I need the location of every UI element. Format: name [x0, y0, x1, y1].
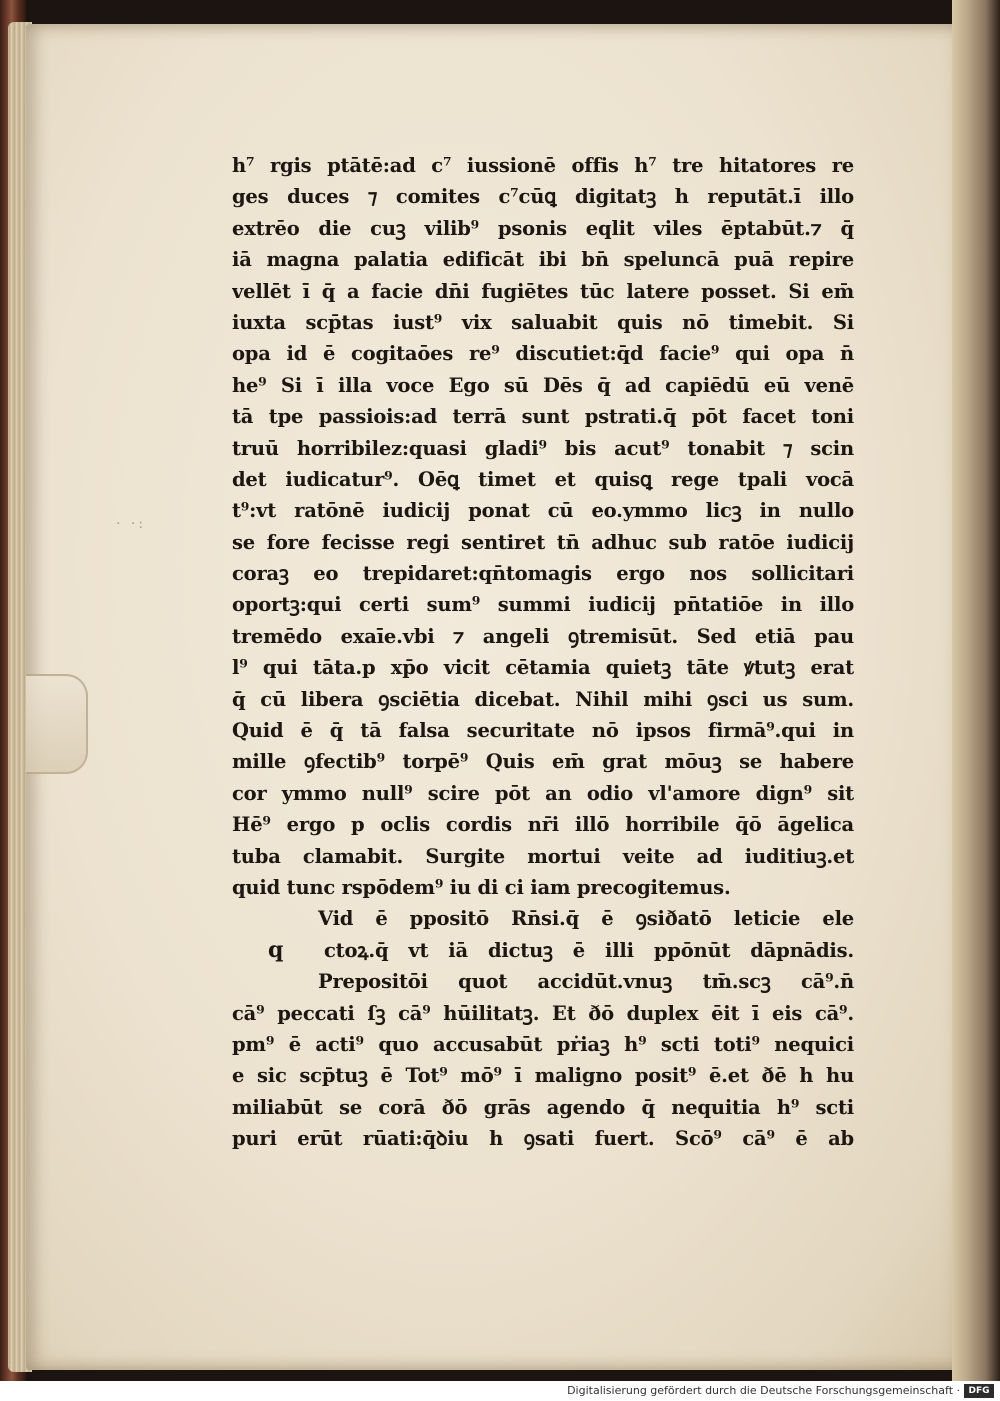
- text-line: t⁹:vt ratōnē iudicij ponat cū eo.ymmo licꝫ in nullo: [232, 499, 854, 523]
- text-line: coraꝫ eo trepidaret:qn̄tomagis ergo nos sollicitari: [232, 562, 854, 586]
- text-line: tā tpe passiois:ad terrā sunt pstrati.q̄ pōt facet toni: [232, 405, 854, 429]
- paragraph-opening-line: Vid ē ppositō Rn̄si.q̄ ē ꝯsiðatō leticie ele: [318, 907, 854, 931]
- text-line: Hē⁹ ergo p oclis cordis nr̄i illō horribile q̄ō āgelica: [232, 813, 854, 837]
- text-line: Prepositōi quot accidūt.vnuꝫ tm̄.scꝫ cā⁹.n̄: [318, 970, 854, 994]
- text-line-content: ctoꝝ.q̄ vt iā dictuꝫ ē illi ppōnūt dāpnādis.: [324, 938, 854, 962]
- text-line: he⁹ Si ī illa voce Ego sū Dēs q̄ ad capiēdū eū venē: [232, 373, 854, 397]
- text-line: quid tunc rspōdem⁹ iu di ci iam precogitemus.: [232, 875, 731, 899]
- text-line: cor ymmo null⁹ scire pōt an odio vl'amore dign⁹ sit: [232, 781, 854, 805]
- text-line: puri erūt rūati:q̄ꝺiu h ꝯsati fuert. Scō⁹ cā⁹ ē ab: [232, 1127, 854, 1151]
- dfg-logo: DFG: [964, 1384, 994, 1398]
- text-line: ges duces ⁊ comites c⁷cūꝗ digitatꝫ h reputāt.ī illo: [232, 185, 854, 209]
- digitization-footer: [0, 1381, 1000, 1401]
- text-line: e sic scp̄tuꝫ ē Tot⁹ mō⁹ ī maligno posit⁹ ē.et ðē h hu: [232, 1064, 854, 1088]
- text-line: se fore fecisse regi sentiret tn̄ adhuc sub ratōe iudicij: [232, 530, 854, 554]
- text-line: q̄ cū libera ꝯsciētia dicebat. Nihil mihi ꝯsci us sum.: [232, 687, 854, 711]
- text-line: tremēdo exaīe.vbi ⁊ angeli ꝯtremisūt. Sed etiā pau: [232, 624, 854, 648]
- clasp-strap: [26, 674, 88, 774]
- text-line: oportꝫ:qui certi sum⁹ summi iudicij pn̄tatiōe in illo: [232, 593, 854, 617]
- text-line: vellēt ī q̄ a facie dn̄i fugiētes tūc latere posset. Si em̄: [232, 279, 854, 303]
- text-line: truū horribilez:quasi gladi⁹ bis acut⁹ tonabit ⁊ scin: [232, 436, 854, 460]
- ink-smudge: · ·:: [116, 516, 147, 532]
- text-line: l⁹ qui tāta.p xp̄o vicit cētamia quietꝫ tāte ꝟtutꝫ erat: [232, 656, 854, 680]
- text-line: iā magna palatia edificāt ibi bn̄ speluncā puā repire: [232, 248, 854, 272]
- text-line: h⁷ rgis ptātē:ad c⁷ iussionē offis h⁷ tre hitatores re: [232, 154, 854, 177]
- text-line: det iudicatur⁹. Oēꝗ timet et quisꝗ rege tpali vocā: [232, 467, 854, 491]
- text-line: opa id ē cogitaōes re⁹ discutiet:q̄d facie⁹ qui opa n̄: [232, 342, 854, 366]
- initial-guide-letter: q: [268, 936, 284, 963]
- text-line: iuxta scp̄tas iust⁹ vix saluabit quis nō timebit. Si: [232, 310, 854, 334]
- cover-board-right: [952, 0, 1000, 1381]
- text-line: pm⁹ ē acti⁹ quo accusabūt pṙiaꝫ h⁹ scti toti⁹ nequici: [232, 1032, 854, 1056]
- incunabula-text: [232, 150, 854, 1155]
- text-line: mille ꝯfectib⁹ torpē⁹ Quis em̄ grat mōuꝫ se habere: [232, 750, 854, 774]
- text-line: extrēo die cuꝫ vilib⁹ psonis eqlit viles ēptabūt.⁊ q̄: [232, 216, 854, 240]
- text-line: cā⁹ peccati ſꝫ cā⁹ hūilitatꝫ. Et ðō duplex ēit ī eis cā⁹.: [232, 1001, 854, 1025]
- funding-credit: Digitalisierung gefördert durch die Deutsche Forschungsgemeinschaft ·: [567, 1384, 960, 1397]
- text-line: miliabūt se corā ðō grās agendo q̄ nequitia h⁹ scti: [232, 1095, 854, 1119]
- text-line: [232, 935, 854, 966]
- text-line: tuba clamabit. Surgite mortui veite ad iuditiuꝫ.et: [232, 844, 854, 868]
- text-line: Quid ē q̄ tā falsa securitate nō ipsos firmā⁹.qui in: [232, 719, 854, 743]
